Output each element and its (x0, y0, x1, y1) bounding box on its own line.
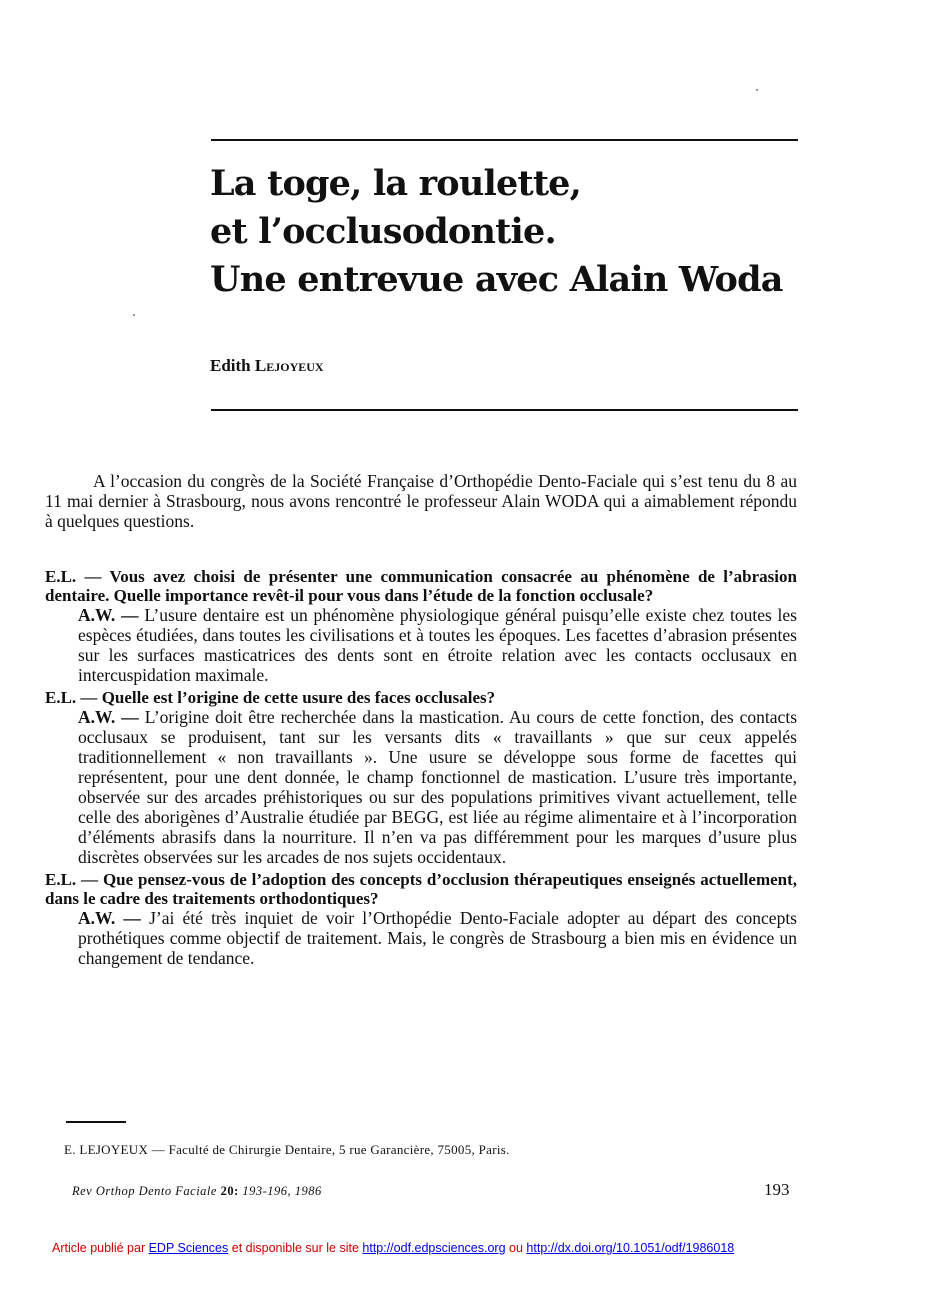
top-rule (211, 139, 798, 141)
footnote-rule (66, 1121, 126, 1123)
title-line-3: Une entrevue avec Alain Woda (210, 259, 783, 300)
publisher-banner (52, 1241, 734, 1255)
banner-middle: et disponible sur le site (231, 1241, 359, 1255)
title-line-2: et l’occlusodontie. (210, 211, 556, 252)
question-2 (45, 688, 797, 707)
question-1 (45, 567, 797, 605)
answer-label: A.W. — (78, 908, 141, 928)
answer-1 (45, 605, 797, 685)
answer-text: L’origine doit être recherchée dans la mastication. Au cours de cette fonction, des contacts occlusaux se produisent, tant sur les versants dits « travaillants » que sur ceux appelés traditionnellement « non travaillants ». Une usure se développe sous forme de facettes qui représentent, pour une dent donnée, le champ fonctionnel de mastication. L’usure très importante, observée sur des arcades préhistoriques ou sur des populations primitives vivant actuellement, telle celle des aborigènes d’Australie étudiée par BEGG, est liée au régime alimentaire et à l’incorporation d’éléments abrasifs dans la nourriture. Il n’en va pas différemment pour les marques d’usure plus discrètes observées sur les arcades de nos sujets occidentaux. (78, 707, 797, 867)
question-label: E.L. — (45, 870, 99, 889)
answer-3 (45, 908, 797, 968)
journal-pages: 193-196, 1986 (242, 1184, 322, 1198)
question-text: Quelle est l’origine de cette usure des faces occlusales? (101, 688, 496, 707)
interview (45, 567, 797, 971)
question-text: Vous avez choisi de présenter une communication consacrée au phénomène de l’abrasion dentaire. Quelle importance revêt-il pour vous dans l’étude de la fonction occlusale? (45, 567, 797, 605)
site-link[interactable]: http://odf.edpsciences.org (362, 1241, 506, 1255)
banner-prefix: Article publié par (52, 1241, 146, 1255)
author-affiliation-footnote: E. LEJOYEUX — Faculté de Chirurgie Dentaire, 5 rue Garancière, 75005, Paris. (64, 1142, 510, 1157)
doi-link[interactable]: http://dx.doi.org/10.1051/odf/1986018 (526, 1241, 735, 1255)
introduction (45, 471, 797, 531)
author-first-name: Edith (210, 356, 251, 375)
page-number: 193 (764, 1180, 790, 1199)
question-3 (45, 870, 797, 908)
question-label: E.L. — (45, 567, 102, 586)
answer-text: J’ai été très inquiet de voir l’Orthopédie Dento-Faciale adopter au départ des concepts prothétiques comme objectif de traitement. Mais, le congrès de Strasbourg a bien mis en évidence un changement de tendance. (78, 908, 797, 968)
question-label: E.L. — (45, 688, 98, 707)
journal-name: Rev Orthop Dento Faciale (72, 1184, 217, 1198)
bottom-title-rule (211, 409, 798, 411)
answer-text: L’usure dentaire est un phénomène physiologique général puisqu’elle existe chez toutes les espèces étudiées, dans toutes les civilisations et à toutes les époques. Les facettes d’abrasion présentes sur les surfaces masticatrices des dents sont en étroite relation avec les contacts occlusaux en intercuspidation maximale. (78, 605, 797, 685)
banner-or: ou (509, 1241, 523, 1255)
scan-speck (133, 314, 135, 316)
title-line-1: La toge, la roulette, (210, 163, 582, 204)
publisher-link[interactable]: EDP Sciences (148, 1241, 229, 1255)
answer-label: A.W. — (78, 605, 139, 625)
journal-citation (72, 1184, 322, 1199)
author-last-name: Lejoyeux (254, 356, 324, 375)
question-text: Que pensez-vous de l’adoption des concepts d’occlusion thérapeutiques enseignés actuellement, dans le cadre des traitements orthodontiques? (45, 870, 798, 908)
intro-paragraph: A l’occasion du congrès de la Société Française d’Orthopédie Dento-Faciale qui s’est tenu du 8 au 11 mai dernier à Strasbourg, nous avons rencontré le professeur Alain WODA qui a aimablement répondu à quelques questions. (45, 471, 797, 531)
author-name (210, 356, 324, 376)
scan-speck (756, 89, 758, 91)
answer-label: A.W. — (78, 707, 139, 727)
answer-2 (45, 707, 797, 867)
journal-volume: 20: (220, 1184, 239, 1198)
article-title (210, 160, 810, 304)
